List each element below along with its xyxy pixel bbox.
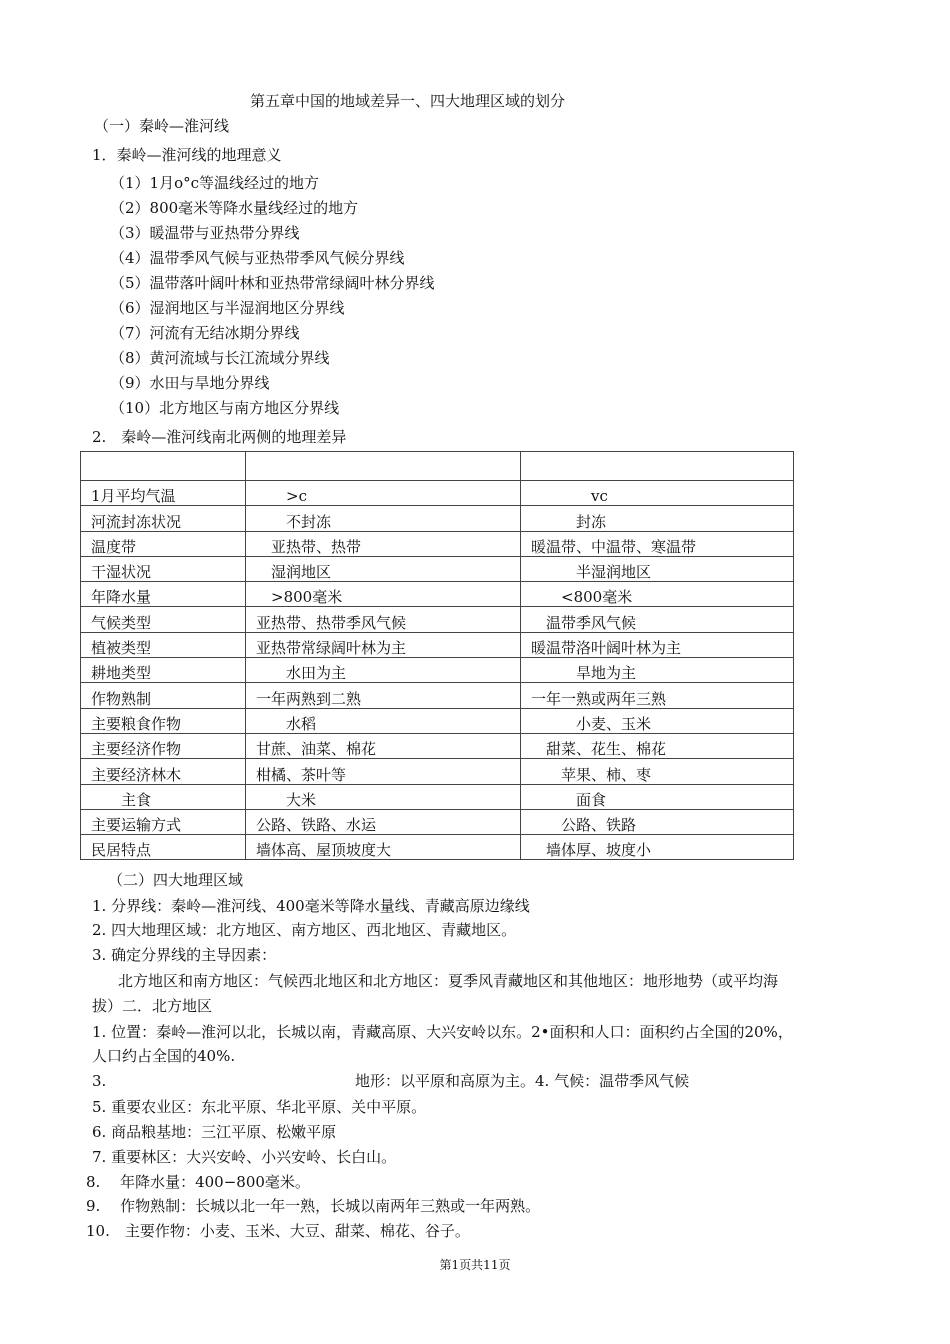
dominant-factors-paragraph-cont: 拔）二．北方地区 — [92, 997, 213, 1015]
table-cell: 亚热带、热带 — [246, 531, 521, 556]
table-cell: 大米 — [246, 784, 521, 809]
table-cell: 1月平均气温 — [81, 481, 246, 506]
table-cell: >c — [246, 481, 521, 506]
table-cell: 年降水量 — [81, 582, 246, 607]
significance-item: （3）暖温带与亚热带分界线 — [110, 224, 300, 242]
table-cell: 水田为主 — [246, 658, 521, 683]
table-cell: 苹果、柿、枣 — [521, 759, 794, 784]
table-row — [81, 556, 794, 581]
table-cell: vc — [521, 481, 794, 506]
table-row — [81, 733, 794, 758]
subheading-significance: 1．秦岭—淮河线的地理意义 — [92, 146, 282, 164]
table-cell: 亚热带、热带季风气候 — [246, 607, 521, 632]
table-row — [81, 784, 794, 809]
table-cell: 湿润地区 — [246, 556, 521, 581]
table-cell: 一年一熟或两年三熟 — [521, 683, 794, 708]
table-row — [81, 607, 794, 632]
section-heading-qinling-huaihe: （一）秦岭—淮河线 — [94, 117, 230, 135]
table-cell: 墙体厚、坡度小 — [521, 835, 794, 860]
table-cell: 甜菜、花生、棉花 — [521, 733, 794, 758]
significance-item: （8）黄河流域与长江流域分界线 — [110, 349, 330, 367]
table-cell: 作物熟制 — [81, 683, 246, 708]
table-cell: 主要运输方式 — [81, 809, 246, 834]
table-cell: 小麦、玉米 — [521, 708, 794, 733]
significance-item: （1）1月o°c等温线经过的地方 — [110, 174, 320, 192]
significance-item: （5）温带落叶阔叶林和亚热带常绿阔叶林分界线 — [110, 274, 435, 292]
significance-item: （4）温带季风气候与亚热带季风气候分界线 — [110, 249, 405, 267]
subheading-differences: 2. 秦岭—淮河线南北两侧的地理差异 — [92, 428, 347, 446]
table-cell: 气候类型 — [81, 607, 246, 632]
table-row — [81, 506, 794, 531]
table-cell: 墙体高、屋顶坡度大 — [246, 835, 521, 860]
north-item-number: 3. — [92, 1072, 107, 1090]
region-item: 1. 分界线：秦岭—淮河线、400毫米等降水量线、青藏高原边缘线 — [92, 897, 530, 915]
table-cell: 植被类型 — [81, 632, 246, 657]
table-cell: 河流封冻状况 — [81, 506, 246, 531]
table-cell: 暖温带、中温带、寒温带 — [521, 531, 794, 556]
table-cell: 主要粮食作物 — [81, 708, 246, 733]
north-item-location: 1. 位置：秦岭—淮河以北，长城以南，青藏高原、大兴安岭以东。2•面积和人口：面积约占全国的20%， — [92, 1023, 793, 1041]
table-cell: <800毫米 — [521, 582, 794, 607]
page-title: 第五章中国的地域差异一、四大地理区域的划分 — [250, 92, 566, 110]
table-header-cell — [81, 452, 246, 481]
table-row — [81, 582, 794, 607]
north-item-terrain-climate: 地形：以平原和高原为主。4. 气候：温带季风气候 — [355, 1072, 690, 1090]
table-cell: 民居特点 — [81, 835, 246, 860]
table-row — [81, 759, 794, 784]
table-cell: 干湿状况 — [81, 556, 246, 581]
table-row — [81, 683, 794, 708]
table-row — [81, 531, 794, 556]
table-cell: 公路、铁路 — [521, 809, 794, 834]
table-row — [81, 658, 794, 683]
table-cell: 耕地类型 — [81, 658, 246, 683]
section-heading-four-regions: （二）四大地理区域 — [108, 871, 244, 889]
table-row — [81, 835, 794, 860]
table-header-row — [81, 452, 794, 481]
north-item: 10. 主要作物：小麦、玉米、大豆、甜菜、棉花、谷子。 — [86, 1222, 470, 1240]
table-cell: 旱地为主 — [521, 658, 794, 683]
table-row — [81, 809, 794, 834]
north-item-location-cont: 人口约占全国的40%. — [92, 1047, 236, 1065]
table-cell: 主要经济作物 — [81, 733, 246, 758]
north-item: 9. 作物熟制：长城以北一年一熟，长城以南两年三熟或一年两熟。 — [86, 1197, 541, 1215]
table-cell: 暖温带洛叶阔叶林为主 — [521, 632, 794, 657]
page-footer: 第1页共11页 — [439, 1258, 511, 1272]
north-item: 5. 重要农业区：东北平原、华北平原、关中平原。 — [92, 1098, 427, 1116]
significance-item: （7）河流有无结冰期分界线 — [110, 324, 300, 342]
table-cell: 面食 — [521, 784, 794, 809]
table-header-cell — [521, 452, 794, 481]
table-cell: >800毫米 — [246, 582, 521, 607]
table-cell: 柑橘、茶叶等 — [246, 759, 521, 784]
significance-item: （2）800毫米等降水量线经过的地方 — [110, 199, 359, 217]
table-row — [81, 708, 794, 733]
significance-item: （10）北方地区与南方地区分界线 — [110, 399, 340, 417]
table-row — [81, 632, 794, 657]
table-cell: 甘蔗、油菜、棉花 — [246, 733, 521, 758]
dominant-factors-paragraph: 北方地区和南方地区：气候西北地区和北方地区：夏季风青藏地区和其他地区：地形地势（或平均海 — [118, 972, 779, 990]
north-item: 6. 商品粮基地：三江平原、松嫩平原 — [92, 1123, 337, 1141]
north-item: 7. 重要林区：大兴安岭、小兴安岭、长白山。 — [92, 1148, 397, 1166]
table-cell: 不封冻 — [246, 506, 521, 531]
significance-item: （9）水田与旱地分界线 — [110, 374, 270, 392]
north-item: 8. 年降水量：400−800毫米。 — [86, 1173, 310, 1191]
table-cell: 主食 — [81, 784, 246, 809]
table-cell: 半湿润地区 — [521, 556, 794, 581]
region-item: 3. 确定分界线的主导因素： — [92, 946, 277, 964]
table-cell: 封冻 — [521, 506, 794, 531]
table-header-cell — [246, 452, 521, 481]
region-item: 2. 四大地理区域：北方地区、南方地区、西北地区、青藏地区。 — [92, 921, 517, 939]
table-cell: 温带季风气候 — [521, 607, 794, 632]
table-cell: 公路、铁路、水运 — [246, 809, 521, 834]
table-cell: 主要经济林木 — [81, 759, 246, 784]
table-cell: 亚热带常绿阔叶林为主 — [246, 632, 521, 657]
table-row — [81, 481, 794, 506]
table-cell: 温度带 — [81, 531, 246, 556]
table-cell: 水稻 — [246, 708, 521, 733]
table-cell: 一年两熟到二熟 — [246, 683, 521, 708]
comparison-table — [80, 451, 794, 860]
significance-item: （6）湿润地区与半湿润地区分界线 — [110, 299, 345, 317]
